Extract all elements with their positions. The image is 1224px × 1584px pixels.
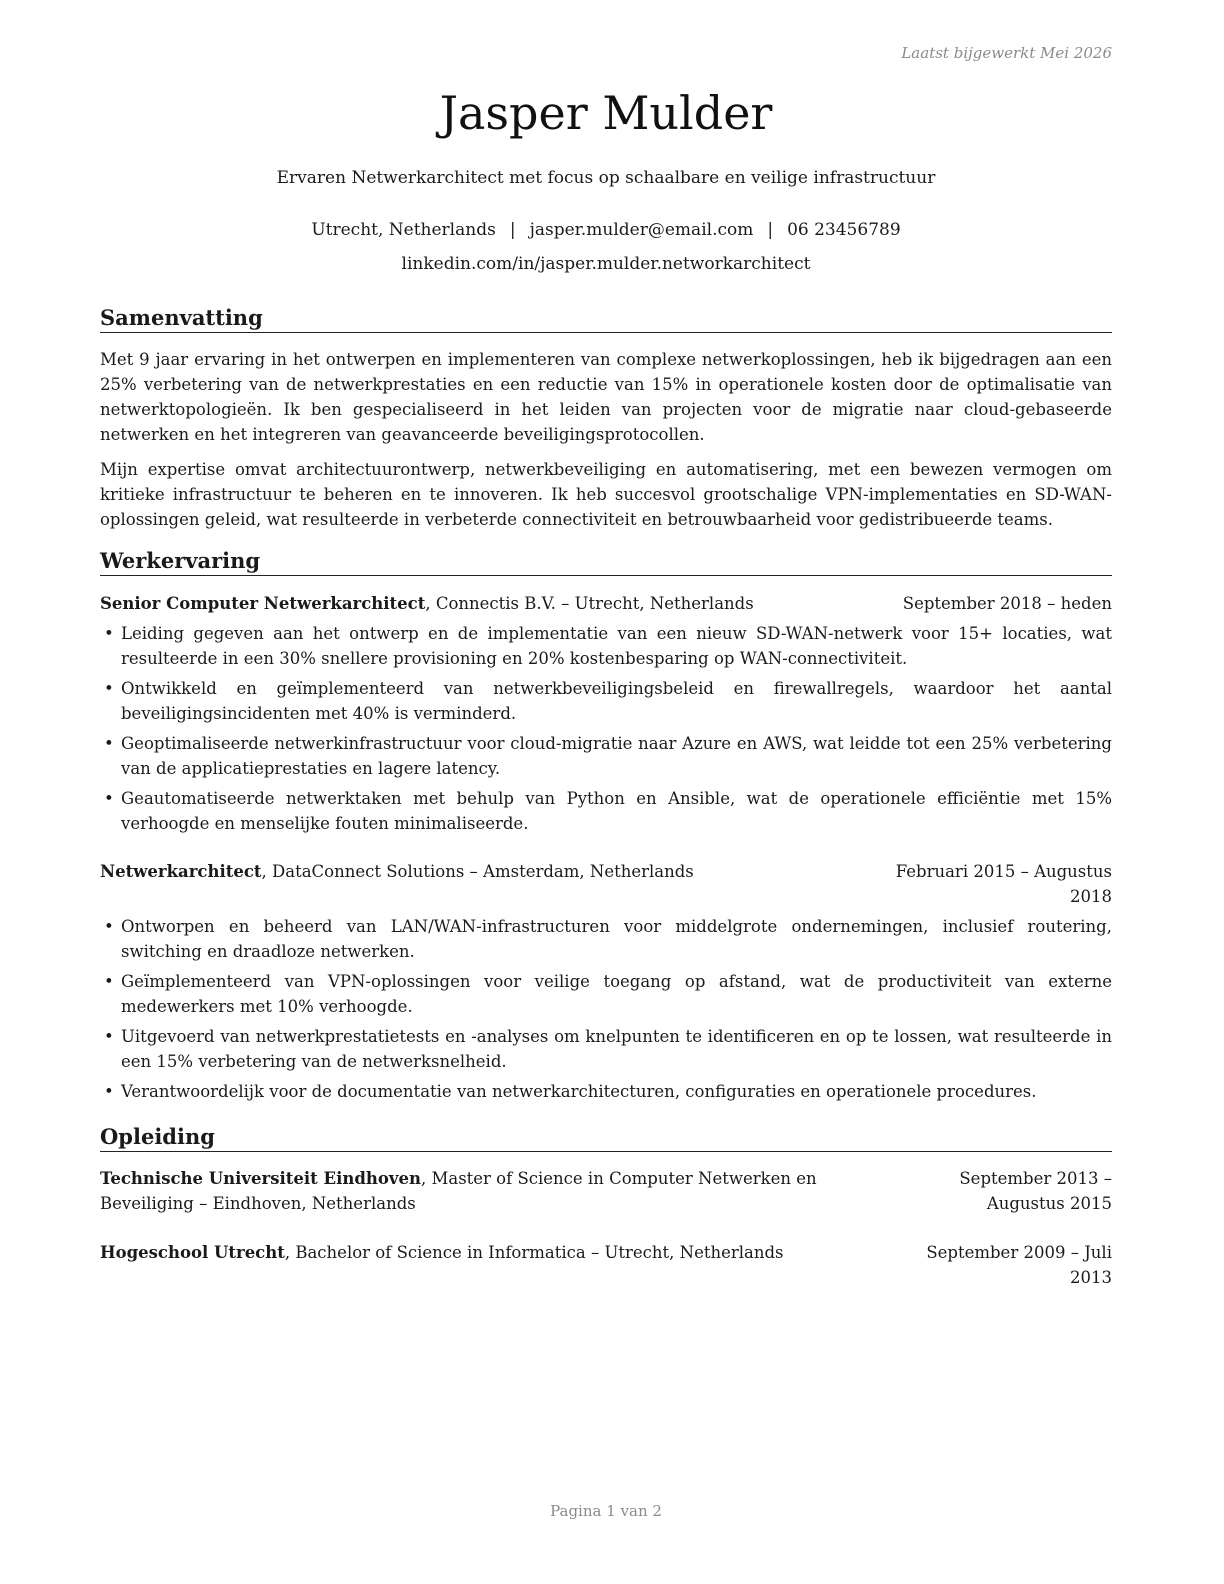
job-dates: September 2018 – heden bbox=[902, 594, 1112, 613]
contact-line bbox=[100, 220, 1112, 240]
linkedin-link[interactable]: linkedin.com/in/jasper.mulder.networkarchitect bbox=[401, 254, 811, 274]
list-item: • Geïmplementeerd van VPN-oplossingen voor veilige toegang op afstand, wat de productiviteit van externe medewerkers met 10% verhoogde. bbox=[104, 972, 1112, 1016]
job-company: , Connectis B.V. – Utrecht, Netherlands bbox=[425, 594, 754, 613]
phone: 06 23456789 bbox=[787, 220, 901, 240]
separator: | bbox=[767, 220, 774, 240]
job-company: , DataConnect Solutions – Amsterdam, Netherlands bbox=[261, 862, 694, 881]
summary-paragraph: Met 9 jaar ervaring in het ontwerpen en implementeren van complexe netwerkoplossingen, heb ik bijgedragen aan een 25% verbetering van de netwerkprestaties en een reductie van 15% in operationele kosten door de optimalisatie van netwerktopologieën. Ik ben gespecialiseerd in het leiden van projecten voor de migratie naar cloud-gebaseerde netwerken en het integreren van geavanceerde beveiligingsprotocollen. bbox=[100, 350, 1112, 444]
separator: | bbox=[509, 220, 516, 240]
education-dates: September 2013 – Augustus 2015 bbox=[959, 1169, 1112, 1213]
list-item: • Geoptimaliseerde netwerkinfrastructuur voor cloud-migratie naar Azure en AWS, wat leidde tot een 25% verbetering van de applicatieprestaties en lagere latency. bbox=[104, 734, 1112, 778]
job-dates: Februari 2015 – Augustus 2018 bbox=[895, 862, 1112, 906]
job-bullets bbox=[100, 621, 1112, 841]
location: Utrecht, Netherlands bbox=[311, 220, 496, 240]
resume-page bbox=[100, 0, 1112, 1584]
last-updated-note: Laatst bijgewerkt Mei 2026 bbox=[901, 44, 1112, 62]
list-item: • Leiding gegeven aan het ontwerp en de implementatie van een nieuw SD-WAN-netwerk voor 15+ locaties, wat resulteerde in een 30% snellere provisioning en 20% kostenbesparing op WAN-connectiviteit. bbox=[104, 624, 1112, 668]
list-item: • Verantwoordelijk voor de documentatie van netwerkarchitecturen, configuraties en operationele procedures. bbox=[104, 1082, 1037, 1101]
section-title-education: Opleiding bbox=[100, 1124, 1112, 1152]
summary-paragraph: Mijn expertise omvat architectuurontwerp, netwerkbeveiliging en automatisering, met een bewezen vermogen om kritieke infrastructuur te beheren en te innoveren. Ik heb succesvol grootschalige VPN-implementaties en SD-WAN-oplossingen geleid, wat resulteerde in verbeterde connectiviteit en betrouwbaarheid voor gedistribueerde teams. bbox=[100, 460, 1112, 529]
education-dates: September 2009 – Juli 2013 bbox=[926, 1243, 1112, 1287]
job-role: Netwerkarchitect bbox=[100, 862, 262, 881]
degree-details: , Bachelor of Science in Informatica – Utrecht, Netherlands bbox=[284, 1243, 784, 1262]
degree-details: , Master of Science in Computer Netwerken en Beveiliging – Eindhoven, Netherlands bbox=[100, 1169, 817, 1213]
school-name: Hogeschool Utrecht bbox=[100, 1243, 285, 1262]
candidate-name: Jasper Mulder bbox=[439, 86, 773, 140]
school-name: Technische Universiteit Eindhoven bbox=[100, 1169, 421, 1188]
section-title-summary: Samenvatting bbox=[100, 305, 1112, 333]
page-number: Pagina 1 van 2 bbox=[550, 1502, 662, 1520]
email-link[interactable]: jasper.mulder@email.com bbox=[529, 220, 754, 240]
tagline: Ervaren Netwerkarchitect met focus op schaalbare en veilige infrastructuur bbox=[276, 168, 936, 188]
list-item: • Ontworpen en beheerd van LAN/WAN-infrastructuren voor middelgrote ondernemingen, inclusief routering, switching en draadloze netwerken. bbox=[104, 917, 1112, 961]
list-item: • Geautomatiseerde netwerktaken met behulp van Python en Ansible, wat de operationele efficiëntie met 15% verhoogde en menselijke fouten minimaliseerde. bbox=[104, 789, 1112, 833]
list-item: • Ontwikkeld en geïmplementeerd van netwerkbeveiligingsbeleid en firewallregels, waardoor het aantal beveiligingsincidenten met 40% is verminderd. bbox=[104, 679, 1112, 723]
section-title-experience: Werkervaring bbox=[100, 548, 1112, 576]
job-role: Senior Computer Netwerkarchitect bbox=[100, 594, 426, 613]
list-item: • Uitgevoerd van netwerkprestatietests en -analyses om knelpunten te identificeren en op te lossen, wat resulteerde in een 15% verbetering van de netwerksnelheid. bbox=[104, 1027, 1112, 1071]
job-bullets bbox=[100, 914, 1112, 1109]
